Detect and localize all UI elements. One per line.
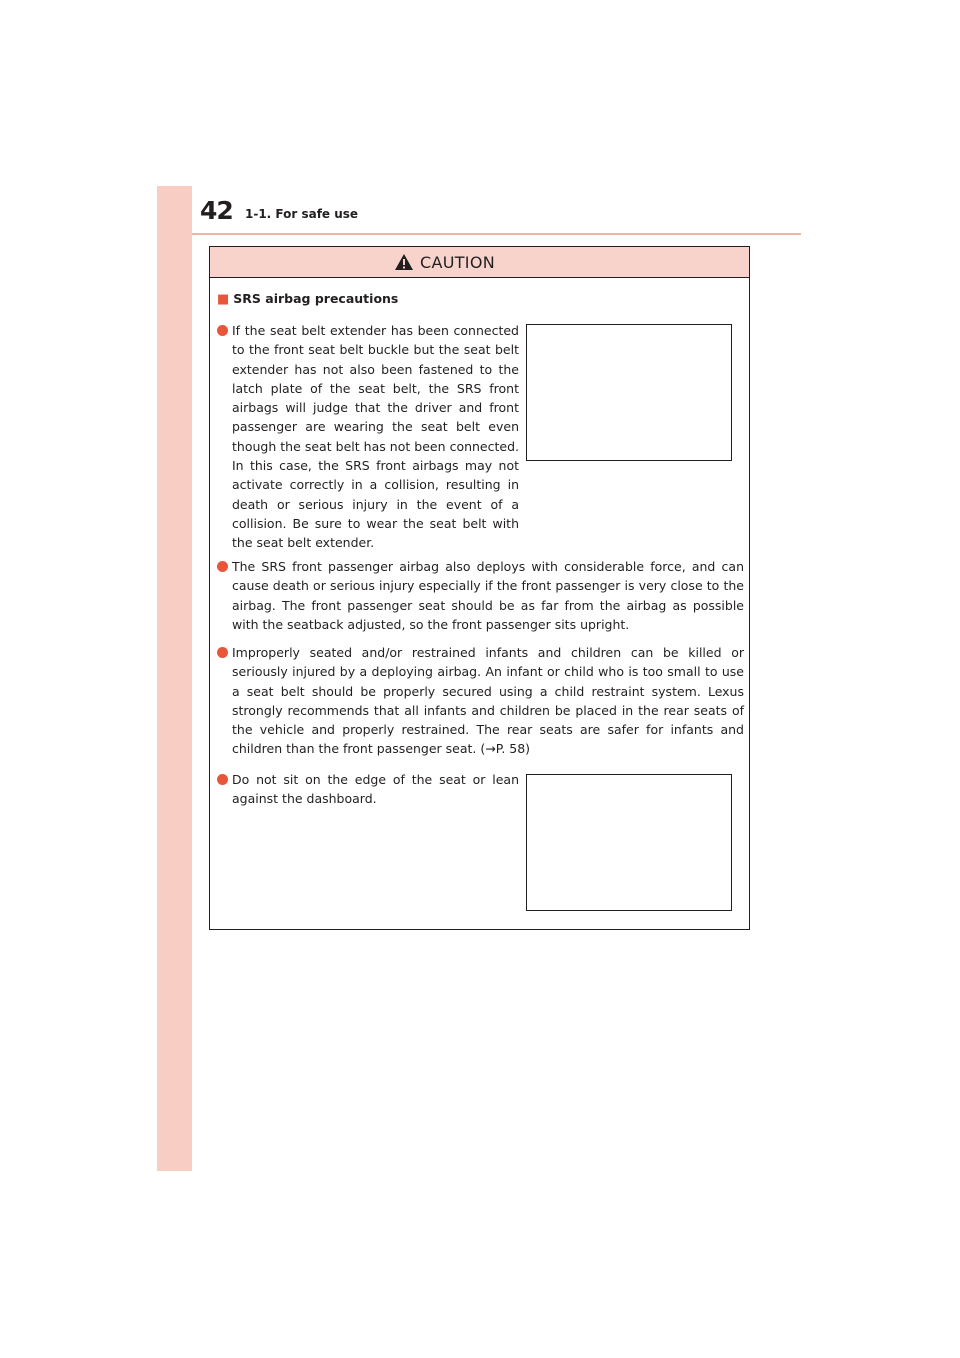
bullet-text: If the seat belt extender has been connected to the front seat belt buckle but the seat belt extender has not also been fastened to the latch plate of the seat belt, the SRS front airbags will judge that the driver and front passenger are wearing the seat belt even though the seat belt has not been connected. In this case, the SRS front airbags may not activate correctly in a collision, resulting in death or serious injury in the event of a collision. Be sure to wear the seat belt with the seat belt extender. (232, 323, 519, 551)
warning-icon (394, 253, 414, 271)
bullet-text: The SRS front passenger airbag also deploys with considerable force, and can cause death or serious injury especially if the front passenger is very close to the airbag. The front passenger seat should be as far from the airbag as possible with the seatback adjusted, so the front passenger sits upright. (232, 559, 744, 632)
side-tab-strip (157, 186, 192, 1171)
bullet-text: Do not sit on the edge of the seat or lean against the dashboard. (232, 772, 519, 807)
bullet-dot-icon (217, 647, 228, 658)
bullet-text: Improperly seated and/or restrained infants and children can be killed or seriously injured by a deploying airbag. An infant or child who is too small to use a seat belt should be properly secured using a child restraint system. Lexus strongly recommends that all infants and children be placed in the rear seats of the vehicle and properly restrained. The rear seats are safer for infants and children than the front passenger seat. (→P. 58) (232, 645, 744, 757)
seat-edge-illustration (526, 774, 732, 911)
seat-belt-extender-illustration (526, 324, 732, 461)
section-title: 1-1. For safe use (245, 207, 359, 221)
bullet-item (217, 643, 744, 759)
bullet-dot-icon (217, 325, 228, 336)
page-number: 42 (200, 196, 233, 225)
bullet-item (217, 557, 744, 634)
caution-header (210, 247, 749, 278)
caution-box (209, 246, 750, 930)
header-divider (192, 233, 801, 235)
subheading-text: SRS airbag precautions (233, 291, 399, 306)
bullet-dot-icon (217, 561, 228, 572)
caution-subheading (217, 291, 398, 307)
bullet-item (217, 770, 519, 809)
bullet-dot-icon (217, 774, 228, 785)
caution-label: CAUTION (420, 252, 495, 272)
bullet-item (217, 321, 519, 553)
square-bullet-icon: ■ (217, 292, 230, 307)
